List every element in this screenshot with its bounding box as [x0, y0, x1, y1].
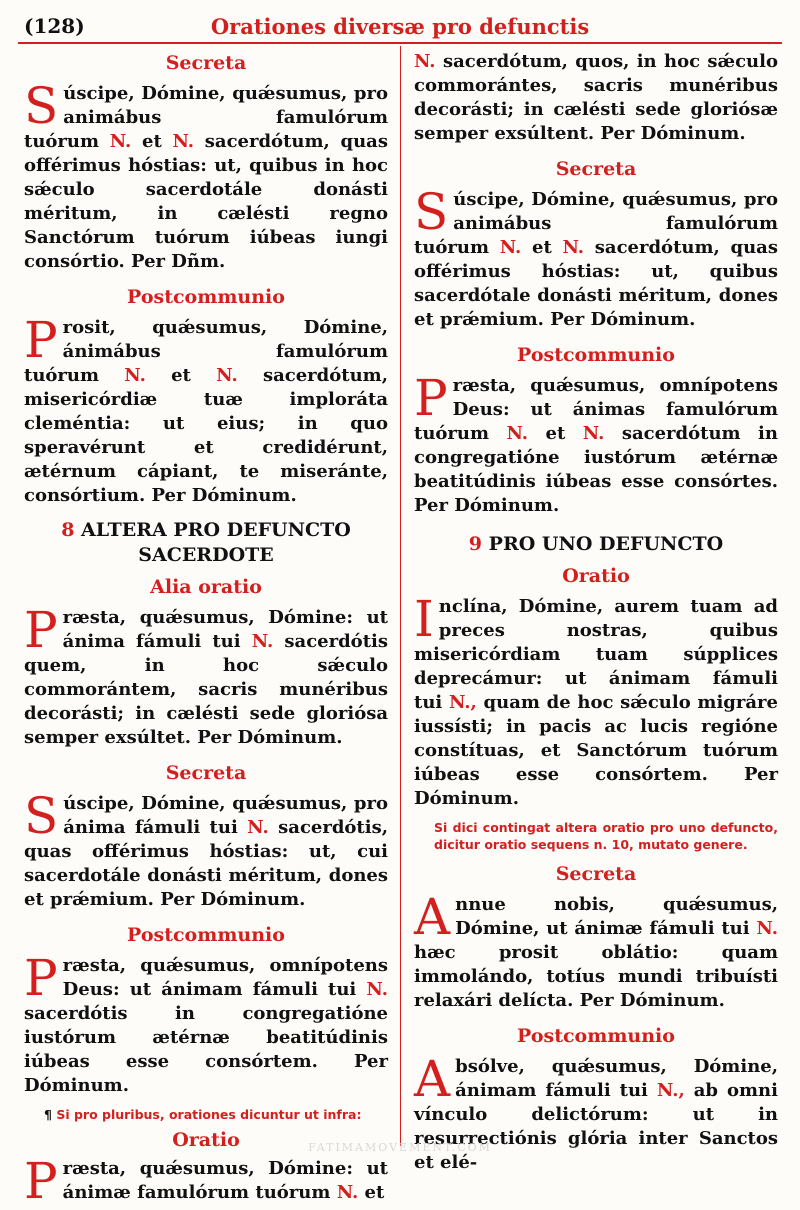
drop-cap: S [24, 787, 59, 845]
drop-cap: P [24, 601, 58, 659]
page-number: (128) [24, 14, 85, 38]
prayer-paragraph: Súscipe, Dómine, quǽsumus, pro animábus famulórum tuórum N. et N. sacerdótum, quas offérimus hóstias: ut, quibus sacerdótale donásti méritum, dones et prǽmium. Per Dóminum. [414, 183, 778, 330]
section-heading: Secreta [555, 863, 637, 885]
drop-cap: P [24, 1152, 58, 1210]
rubric-note: Si dici contingat altera oratio pro uno defuncto, dicitur oratio sequens n. 10, mutato genere. [434, 820, 778, 852]
section-heading: Oratio [562, 565, 630, 587]
section-number: 8 [61, 519, 75, 541]
section-heading: Oratio [172, 1129, 240, 1151]
drop-cap: A [414, 888, 451, 946]
drop-cap: I [414, 590, 434, 648]
section-heading: Postcommunio [517, 1025, 675, 1047]
column-divider [400, 46, 401, 1146]
page-header [18, 8, 782, 44]
left-column [24, 48, 388, 1210]
section-title: 9 PRO UNO DEFUNCTO [468, 533, 724, 555]
drop-cap: P [414, 369, 448, 427]
section-heading: Alia oratio [150, 576, 262, 598]
prayer-paragraph: Præsta, quǽsumus, Dómine: ut ánima fámuli tui N. sacerdótis quem, in hoc sǽculo commorántem, sacris munéribus decorásti; in cælésti sede gloriósa semper exsúltet. Per Dóminum. [24, 601, 388, 748]
pilcrow-icon: ¶ [44, 1107, 52, 1122]
prayer-paragraph: Præsta, quǽsumus, omnípotens Deus: ut ánimam fámuli tui N. sacerdótis in congregatióne iustórum ætérnæ beatitúdinis iúbeas esse consórtem. Per Dóminum. [24, 949, 388, 1096]
prayer-paragraph: Annue nobis, quǽsumus, Dómine, ut ánimæ fámuli tui N. hæc prosit oblátio: quam immolándo, totíus mundi tribuísti relaxári delícta. Per Dóminum. [414, 888, 778, 1011]
section-heading: Secreta [165, 762, 247, 784]
rubric-note: ¶ Si pro pluribus, orationes dicuntur ut infra: [44, 1107, 362, 1122]
name-placeholder: N. [109, 131, 132, 152]
drop-cap: P [24, 311, 58, 369]
prayer-paragraph: Súscipe, Dómine, quǽsumus, pro animábus famulórum tuórum N. et N. sacerdótum, quas offérimus hóstias: ut, quibus in hoc sǽculo sacerdotále donásti méritum, in cælésti regno Sanctórum tuórum iúbeas iungi consórtio. Per Dñm. [24, 77, 388, 272]
prayer-paragraph: Inclína, Dómine, aurem tuam ad preces nostras, quibus misericórdiam tuam súpplices deprecámur: ut ánimam fámuli tui N., quam de hoc sǽculo migráre iussísti; in pacis ac lucis regióne constítuas, et Sanctórum tuórum iúbeas esse consórtem. Per Dóminum. [414, 590, 778, 809]
section-heading: Secreta [555, 158, 637, 180]
right-column [414, 48, 778, 1175]
section-title: 8 ALTERA PRO DEFUNCTO SACERDOTE [61, 519, 351, 566]
prayer-paragraph: Præsta, quǽsumus, omnípotens Deus: ut ánimas famulórum tuórum N. et N. sacerdótum in congregatióne iustórum ætérnæ beatitúdinis iúbeas esse consórtes. Per Dóminum. [414, 369, 778, 516]
name-placeholder: N. [172, 131, 195, 152]
drop-cap: S [24, 77, 59, 135]
running-title: Orationes diversæ pro defunctis [210, 14, 590, 39]
prayer-paragraph: N. sacerdótum, quos, in hoc sǽculo commorántes, sacris munéribus decorásti; in cælésti sede gloriósæ semper exsúltent. Per Dóminum. [414, 51, 778, 144]
drop-cap: A [414, 1050, 451, 1108]
prayer-paragraph: Prosit, quǽsumus, Dómine, ánimábus famulórum tuórum N. et N. sacerdótum, misericórdiæ tuæ imploráta cleméntia: ut eius; in quo speravérunt et credidérunt, ætérnum cápiant, te miseránte, consórtium. Per Dóminum. [24, 311, 388, 506]
drop-cap: P [24, 949, 58, 1007]
drop-cap: S [414, 183, 449, 241]
section-heading: Postcommunio [517, 344, 675, 366]
section-heading: Secreta [165, 52, 247, 74]
prayer-paragraph: Absólve, quǽsumus, Dómine, ánimam fámuli tui N., ab omni vínculo delictórum: ut in resurrectiónis glória inter Sanctos et elé- [414, 1050, 778, 1173]
section-number: 9 [468, 533, 483, 555]
watermark: FATIMAMOVEMENT.COM [308, 1141, 492, 1154]
prayer-paragraph: Súscipe, Dómine, quǽsumus, pro ánima fámuli tui N. sacerdótis, quas offérimus hóstias: ut, cui sacerdotále donásti méritum, dones et prǽmium. Per Dóminum. [24, 787, 388, 910]
section-heading: Postcommunio [127, 924, 285, 946]
prayer-paragraph: Præsta, quǽsumus, Dómine: ut ánimæ famulórum tuórum N. et [24, 1152, 388, 1210]
section-heading: Postcommunio [127, 286, 285, 308]
